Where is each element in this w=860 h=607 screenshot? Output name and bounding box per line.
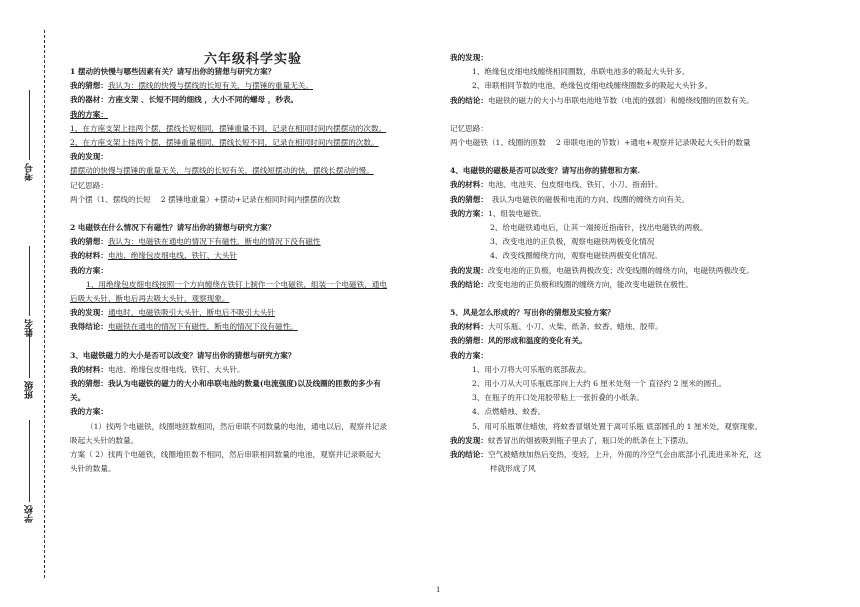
exam-number-field: [18, 90, 40, 181]
right-column: [450, 51, 840, 476]
q1-material-label: 我的器材: [70, 95, 101, 105]
name-underline: [29, 246, 30, 316]
q3-guess-text-b: 关。: [70, 393, 86, 403]
q5-found-text: 蚊香冒出的烟被吸到瓶子里去了，瓶口处的纸条在上下摆动。: [487, 435, 693, 445]
spacer: [450, 292, 840, 306]
q1-plan-1: 1、在方座支架上挂两个摆，摆线长短相同，摆锤重量不同，记录在相同时间内摆摆动的次数。: [70, 123, 387, 133]
exam-number-label: 考号: [24, 163, 35, 181]
binding-margin: [0, 0, 62, 607]
q4-plan: [450, 207, 840, 221]
q2-conclusion-label: 我得结论：: [70, 322, 108, 332]
q2-question: 2 电磁铁在什么情况下有磁性？请写出你的猜想与研究方案？: [70, 223, 276, 233]
page-title: 六年级科学实验: [203, 52, 302, 67]
q4-guess: [450, 193, 840, 207]
q3-found-1: 1、绝缘包皮细电线缠绕相同圈数，串联电池多的吸起大头针多。: [472, 67, 690, 77]
q5-found: [450, 434, 840, 448]
q1-plan-label: 我的方案：: [70, 109, 108, 119]
q4-plan-4: 4、改变线圈缠绕方向，观察电磁铁两极变化情况。: [490, 251, 662, 261]
name-label: 姓名: [24, 319, 35, 337]
class-field: [18, 328, 40, 399]
q3-plan-1b: 吸起大头针的数量。: [70, 435, 139, 445]
q4-question: 4、电磁铁的磁极是否可以改变？请写出你的猜想和方案.: [450, 166, 641, 176]
q1-plan-2: 2、在方座支架上挂两个摆，摆锤重量相同，摆线长短不同，记录在相同时间内摆摆的次数。: [70, 138, 379, 148]
q1-memo-label: 记忆思路：: [70, 180, 108, 190]
q2-material-label: 我的材料：: [70, 251, 108, 261]
q2-plan-label: 我的方案：: [70, 265, 108, 275]
q3-guess: [70, 377, 436, 391]
class-underline: [29, 328, 30, 378]
q5-plan-2: 2、用小刀从大可乐瓶底部向上大约 6 厘米处刻一个 直径约 2 厘米的圆孔。: [472, 379, 727, 389]
q5-plan-4: 4、点燃蜡烛、蚊香。: [472, 407, 546, 417]
q3-conclusion: [450, 94, 840, 108]
page-number: 1: [436, 586, 441, 594]
school-label: 学校: [24, 505, 35, 523]
q3-question: 3、电磁铁磁力的大小是否可以改变？请写出你的猜想与研究方案？: [70, 350, 296, 360]
spacer: [450, 150, 840, 164]
school-field: [18, 420, 40, 523]
q1-material: [70, 93, 436, 107]
q5-guess: [450, 334, 840, 348]
q1-memo-text: 两个摆（1、摆线的长短 2 摆锤地重量）+摆动+记录在相同时间内摆摆的次数: [70, 194, 341, 204]
q5-plan-label: 我的方案：: [450, 350, 488, 360]
left-column: [70, 65, 436, 476]
q4-plan-3: 3、改变电池的正负极，观察电磁铁两极变化情况: [490, 237, 655, 247]
q1-guess-text: 我认为：摆线的快慢与摆线的长短有关，与摆锤的重量无关。: [107, 81, 313, 91]
q1-guess-label: 我的猜想：: [70, 81, 108, 91]
q3-material-text: 电池、绝缘包皮细电线、铁钉、大头针。: [107, 364, 245, 374]
q3-memo-label: 记忆思路：: [450, 123, 488, 133]
q5-plan-1: 1、用小刀将大可乐瓶的底部裁去。: [472, 364, 591, 374]
q3-conclusion-label: 我的结论：: [450, 95, 488, 105]
binding-dashed-line: [44, 30, 45, 578]
q1-found-label: 我的发现：: [70, 152, 108, 162]
q4-material: [450, 178, 840, 192]
q2-found-text: 通电时，电磁铁吸引大头针，断电后不吸引大头针: [107, 308, 276, 318]
q2-guess: [70, 235, 436, 249]
q2-material: [70, 249, 436, 263]
q1-material-text: ：方座支架 、长短不同的细线 ，大小不同的螺母 ，秒表。: [100, 95, 299, 105]
q5-plan-5: 5、用可乐瓶罩住蜡烛，将蚊香冒烟处置于离可乐瓶 底部圆孔的 1 厘米处，观察现象。: [472, 421, 763, 431]
q5-found-label: 我的发现：: [450, 435, 488, 445]
q5-guess-text: 风的形成和温度的变化有关。: [487, 336, 587, 346]
q2-plan-1a: 1、用绝缘包皮细电线按照一个方向缠绕在铁钉上制作一个电磁铁，组装一个电磁铁，通电: [86, 279, 387, 289]
q4-found-text: 改变电池的正负极，电磁铁两极改变；改变线圈的缠绕方向，电磁铁两极改变。: [487, 265, 754, 275]
q4-conclusion-text: 改变电池的正负极和线圈的缠绕方向，能改变电磁铁在极性。: [487, 279, 693, 289]
q5-conclusion-text-b: 样就形成了风: [490, 464, 536, 474]
q4-material-label: 我的材料：: [450, 180, 488, 190]
q4-found-label: 我的发现：: [450, 265, 488, 275]
q3-guess-label: 我的猜想：: [70, 379, 108, 389]
q2-conclusion: [70, 320, 436, 334]
spacer: [70, 335, 436, 349]
q2-conclusion-text: 电磁铁在通电的情况下有磁性，断电的情况下没有磁性。: [107, 322, 298, 332]
q3-plan-1a: （1）找两个电磁铁，线圈地匝数相同，然后串联不同数量的电池，通电以后，观察并记录: [86, 421, 387, 431]
q1-guess: [70, 79, 436, 93]
q3-material: [70, 363, 436, 377]
q3-found-label: 我的发现：: [450, 53, 488, 62]
q5-question: 5、风是怎么形成的？写出你的猜想及实验方案？: [450, 308, 615, 318]
spacer: [70, 207, 436, 221]
q4-guess-text: 我认为电磁铁的磁极和电流的方向、线圈的缠绕方向有关。: [484, 194, 690, 204]
spacer: [450, 108, 840, 122]
name-field: [18, 246, 40, 337]
class-label: 班级: [24, 381, 35, 399]
q4-found: [450, 264, 840, 278]
q4-guess-label: 我的猜想：: [450, 194, 485, 204]
q3-plan-2b: 头针的数量。: [70, 464, 116, 474]
q5-conclusion: [450, 448, 840, 462]
q3-plan-label: 我的方案：: [70, 407, 108, 417]
q2-found-label: 我的发现：: [70, 308, 108, 318]
q4-conclusion-label: 我的结论：: [450, 279, 488, 289]
q4-plan-label: 我的方案：: [450, 208, 488, 218]
q5-conclusion-label: 我的结论：: [450, 450, 488, 460]
q2-found: [70, 306, 436, 320]
q2-guess-label: 我的猜想：: [70, 237, 108, 247]
q4-plan-1: 1、组装电磁铁。: [487, 208, 546, 218]
q5-material: [450, 320, 840, 334]
q2-guess-text: 我认为：电磁铁在通电的情况下有磁性，断电的情况下没有磁性: [107, 237, 321, 247]
q4-conclusion: [450, 278, 840, 292]
q5-conclusion-text-a: 空气被蜡烛加热后变热，变轻，上升，外面的冷空气会由底部小孔流进来补充，这: [487, 450, 762, 460]
exam-number-underline: [29, 90, 30, 160]
q1-question: 1 摆动的快慢与哪些因素有关？请写出你的猜想与研究方案？: [70, 67, 276, 76]
q5-guess-label: 我的猜想：: [450, 336, 488, 346]
q1-found-text: 摆摆动的快慢与摆锤的重量无关，与摆线的长短有关，摆线短摆动的快，摆线长摆动的慢。: [70, 166, 374, 176]
q5-plan-3: 3、在瓶子的开口处用胶带粘上一张折叠的小纸条。: [472, 393, 644, 403]
q5-material-text: 大可乐瓶、小刀、火柴、纸条、蚊香、蜡烛、胶带。: [487, 322, 663, 332]
q1-plan-heading: [70, 108, 436, 122]
q3-guess-text-a: 我认为电磁铁的磁力的大小和串联电池的数量(电流强度)以及线圈的匝数的多少有: [107, 379, 381, 389]
q3-found-2: 2、串联相同节数的电池，绝缘包皮细电线缠绕圈数多的吸起大头针多。: [472, 81, 713, 91]
q3-material-label: 我的材料：: [70, 364, 108, 374]
q5-material-label: 我的材料：: [450, 322, 488, 332]
school-underline: [29, 420, 30, 502]
q3-plan-2a: 方案（ 2）找两个电磁铁，线圈地匝数不相同，然后串联相同数量的电池，观察并记录吸起大: [70, 450, 381, 460]
q2-material-text: 电池、绝缘包皮细电线、铁钉、大头针: [107, 251, 238, 261]
q4-plan-2: 2、给电磁铁通电后，让其一端接近指南针，找出电磁铁的两极。: [490, 223, 708, 233]
q2-plan-1b: 后吸大头针，断电后再去吸大头针，观察现象。: [70, 294, 230, 304]
q4-material-text: 电池、电池夹、包皮细电线、铁钉、小刀、指南针。: [487, 180, 663, 190]
q3-conclusion-text: 电磁铁的磁力的大小与串联电池地节数（电流的强弱）和缠绕线圈的匝数有关。: [487, 95, 754, 105]
q3-memo-text: 两个电磁铁（1、线圈的匝数 2 串联电池的节数）+通电+观察并记录吸起大头针的数量: [450, 138, 751, 148]
